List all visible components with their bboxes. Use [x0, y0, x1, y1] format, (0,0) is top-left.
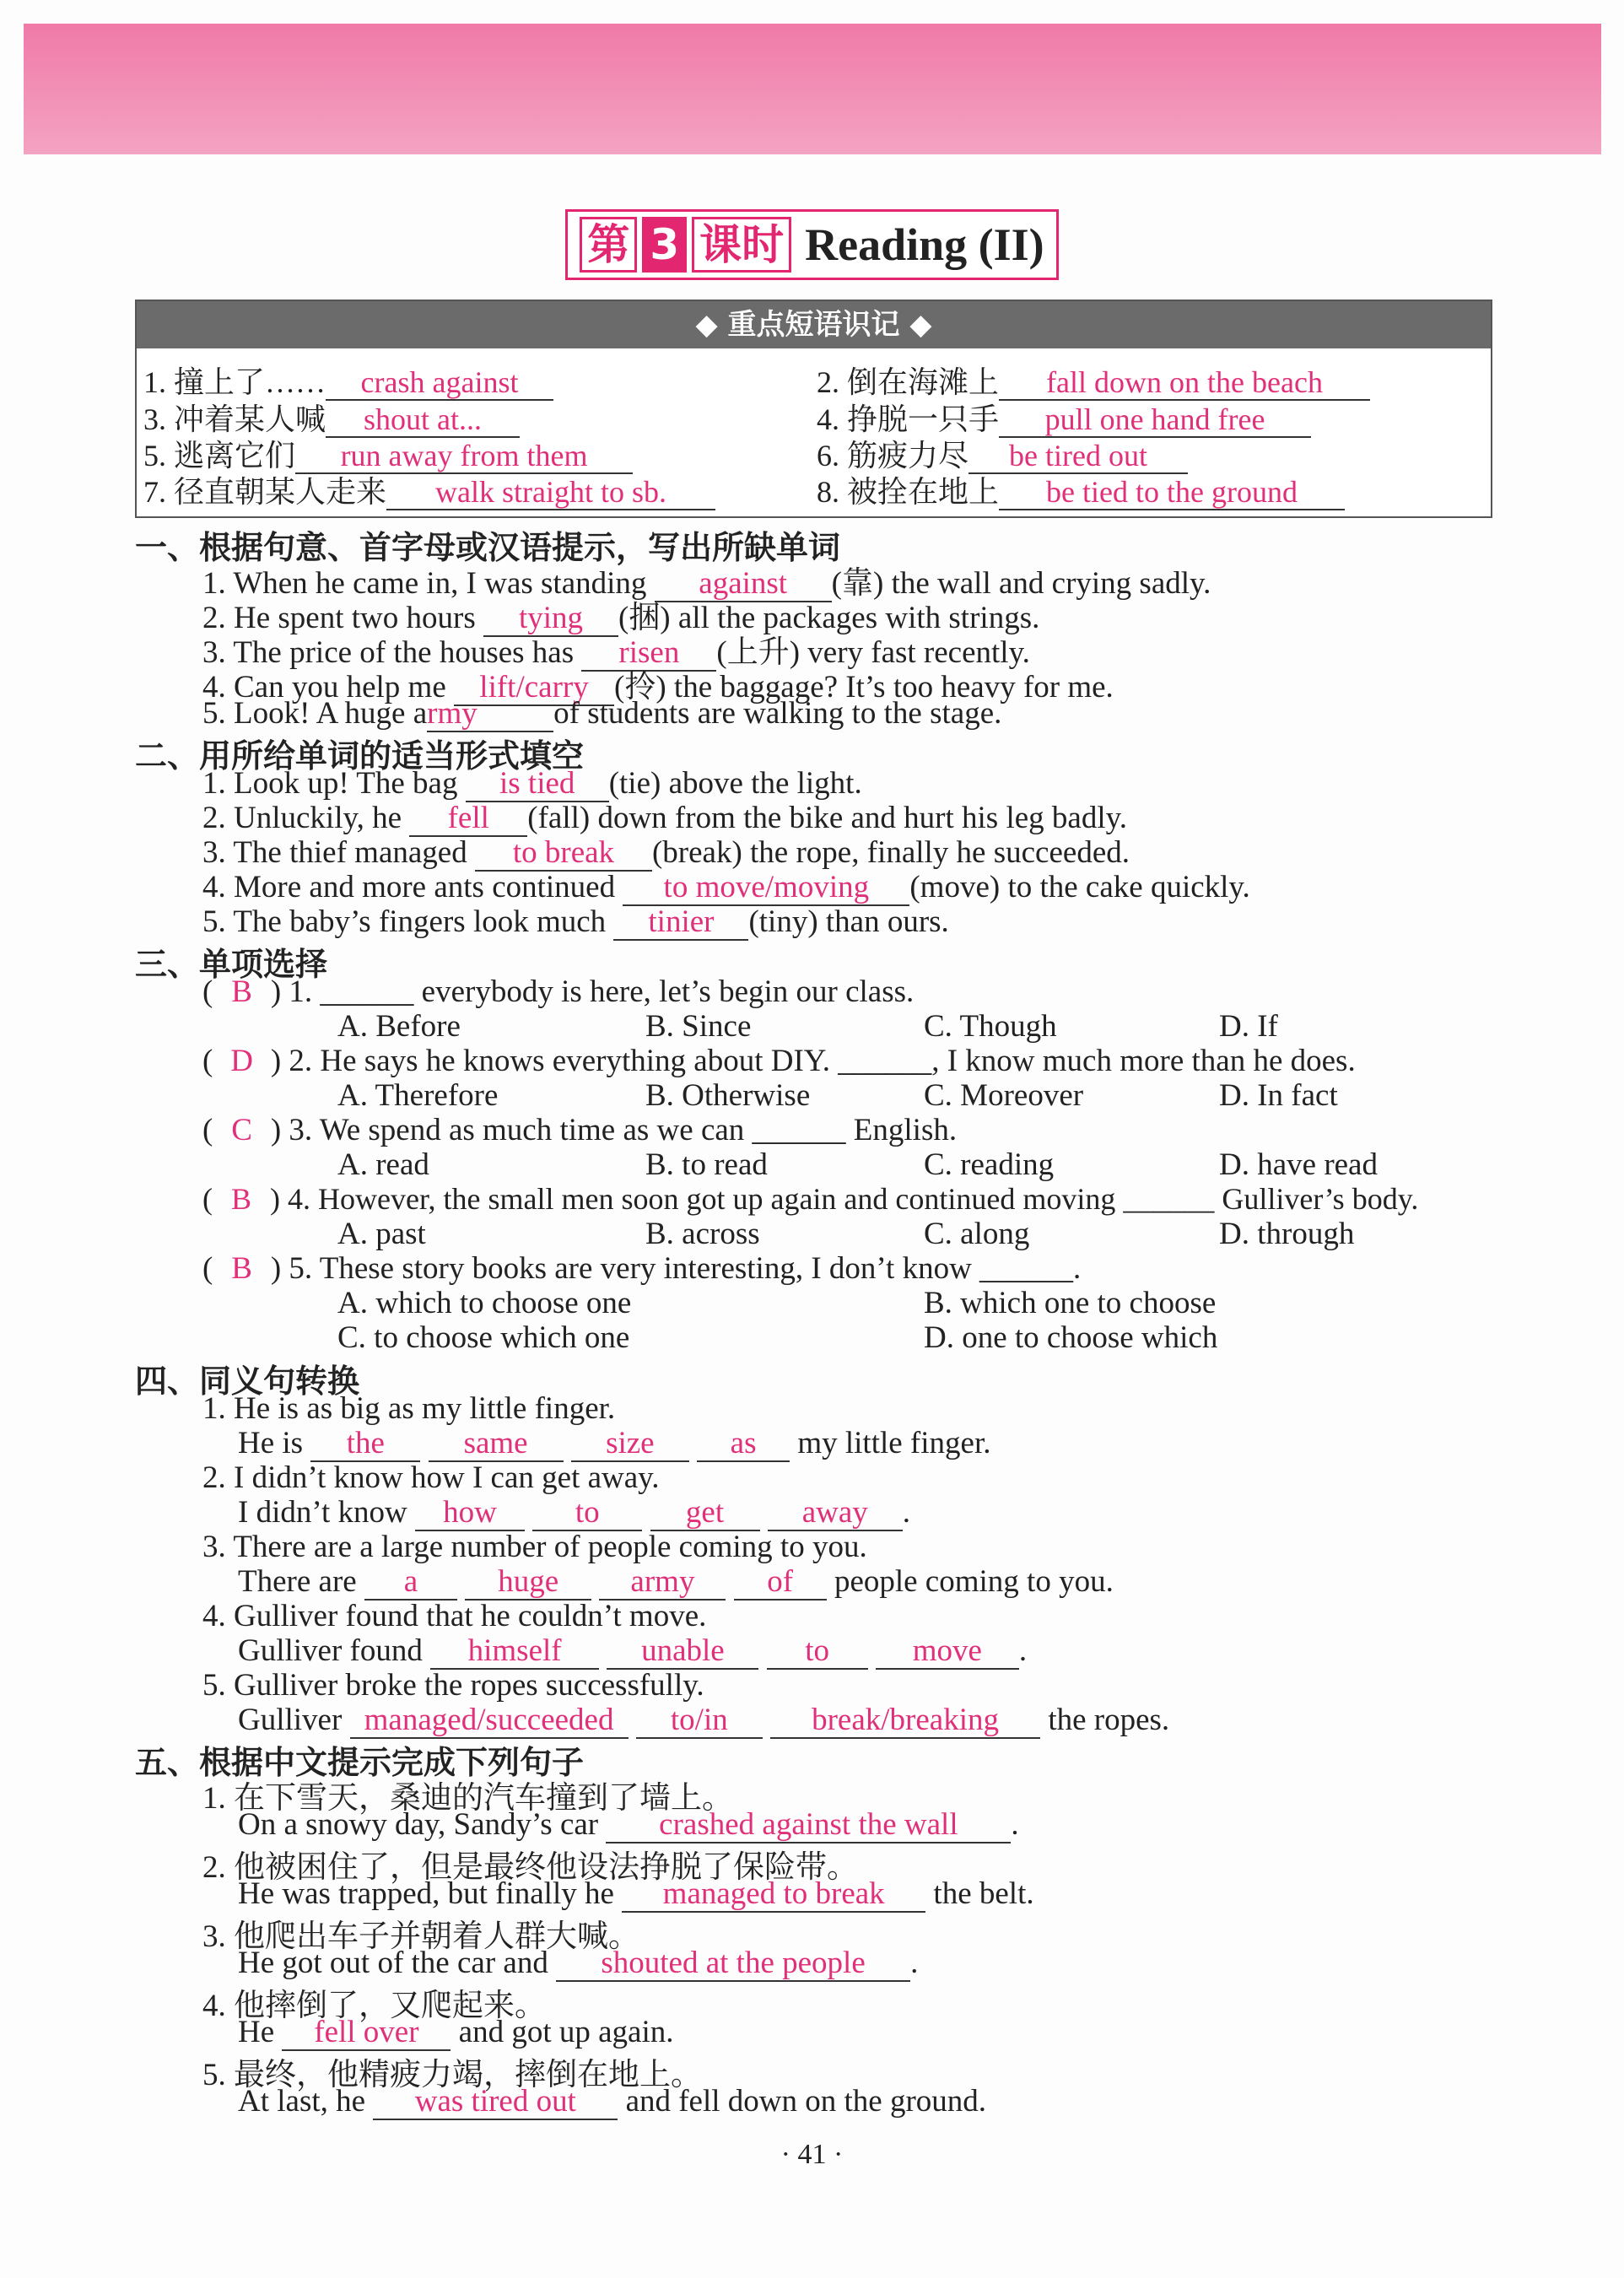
blank[interactable]: get — [650, 1497, 760, 1531]
page-number: · 41 · — [780, 2139, 844, 2170]
mc-answer[interactable]: B — [230, 1182, 251, 1216]
s4-rewrite: Gulliver managed/succeeded to/in break/breaking the ropes. — [238, 1703, 1170, 1737]
phrase-8: 8. 被拴在地上 be tied to the ground — [817, 468, 1345, 511]
blank[interactable]: crashed against the wall — [606, 1809, 1011, 1843]
header-band — [24, 24, 1601, 154]
mc-option[interactable]: D. one to choose which — [924, 1320, 1218, 1355]
s5-english: He fell over and got up again. — [238, 2015, 674, 2049]
mc-option[interactable]: B. Otherwise — [645, 1078, 811, 1113]
s5-chinese: 2. 他被困住了，但是最终他设法挣脱了保险带。 — [202, 1850, 858, 1885]
blank[interactable]: a — [364, 1566, 457, 1601]
s5-english: At last, he was tired out and fell down on the ground. — [238, 2084, 987, 2119]
mc-option[interactable]: B. across — [645, 1217, 760, 1251]
s4-rewrite: Gulliver found himself unable to move . — [238, 1633, 1028, 1668]
blank[interactable]: tinier — [613, 906, 748, 941]
mc-question: ( C ) 3. We spend as much time as we can ______ English. — [202, 1113, 958, 1147]
blank[interactable]: to move/moving — [623, 872, 909, 906]
phrase-answer[interactable]: be tired out — [968, 440, 1188, 474]
blank[interactable]: is tied — [466, 768, 609, 802]
s5-chinese: 1. 在下雪天，桑迪的汽车撞到了墙上。 — [202, 1781, 733, 1816]
section-3-heading: 三、单项选择 — [135, 946, 328, 983]
blank[interactable]: to — [767, 1635, 868, 1670]
s4-original: 4. Gulliver found that he couldn’t move. — [202, 1599, 707, 1633]
blank[interactable]: fell — [409, 802, 527, 837]
phrase-answer[interactable]: run away from them — [295, 440, 633, 474]
blank[interactable]: how — [415, 1497, 525, 1531]
title-lesson: 第 — [580, 217, 637, 273]
blank[interactable]: same — [429, 1428, 564, 1462]
mc-option[interactable]: D. have read — [1219, 1147, 1378, 1182]
s5-english: He got out of the car and shouted at the people . — [238, 1946, 919, 1980]
blank[interactable]: lift/carry — [454, 672, 614, 706]
title-num: 3 — [642, 217, 687, 273]
phrase-4: 4. 挣脱一只手 pull one hand free — [817, 396, 1311, 439]
blank[interactable]: to — [532, 1497, 642, 1531]
s5-english: On a snowy day, Sandy’s car crashed against the wall . — [238, 1807, 1019, 1842]
s5-chinese: 3. 他爬出车子并朝着人群大喊。 — [202, 1919, 639, 1954]
mc-option[interactable]: A. read — [337, 1147, 429, 1182]
s1-item: 2. He spent two hours tying (捆) all the packages with strings. — [202, 601, 1040, 635]
s4-rewrite: He is the same size as my little finger. — [238, 1426, 991, 1460]
mc-option[interactable]: A. Therefore — [337, 1078, 499, 1113]
blank[interactable]: the — [310, 1428, 420, 1462]
section-4-heading: 四、同义句转换 — [135, 1363, 360, 1400]
s4-original: 2. I didn’t know how I can get away. — [202, 1460, 660, 1495]
s4-rewrite: I didn’t know how to get away . — [238, 1495, 911, 1530]
blank[interactable]: size — [571, 1428, 689, 1462]
phrase-7: 7. 径直朝某人走来 walk straight to sb. — [143, 468, 715, 511]
blank[interactable]: as — [697, 1428, 790, 1462]
mc-option[interactable]: B. Since — [645, 1009, 752, 1044]
mc-option[interactable]: D. through — [1219, 1217, 1355, 1251]
s2-item: 5. The baby’s fingers look much tinier (tiny) than ours. — [202, 904, 949, 939]
phrase-3: 3. 冲着某人喊 shout at... — [143, 396, 520, 439]
s5-chinese: 4. 他摔倒了，又爬起来。 — [202, 1989, 546, 2023]
mc-option[interactable]: B. which one to choose — [924, 1286, 1217, 1320]
lesson-title — [0, 209, 1624, 280]
blank[interactable]: to/in — [636, 1704, 763, 1739]
mc-answer[interactable]: B — [231, 974, 252, 1009]
mc-question: ( D ) 2. He says he knows everything about DIY. ______, I know much more than he does. — [202, 1044, 1356, 1078]
phrase-answer[interactable]: crash against — [326, 367, 553, 401]
s1-item: 5. Look! A huge army of students are walking to the stage. — [202, 696, 1002, 731]
s4-rewrite: There are a huge army of people coming to you. — [238, 1564, 1114, 1599]
s2-item: 1. Look up! The bag is tied (tie) above the light. — [202, 766, 862, 801]
mc-option[interactable]: B. to read — [645, 1147, 768, 1182]
blank[interactable]: of — [734, 1566, 827, 1601]
s4-original: 3. There are a large number of people coming to you. — [202, 1530, 867, 1564]
mc-option[interactable]: D. In fact — [1219, 1078, 1338, 1113]
s2-item: 2. Unluckily, he fell (fall) down from the bike and hurt his leg badly. — [202, 801, 1127, 835]
phrase-answer[interactable]: be tied to the ground — [999, 477, 1345, 510]
mc-option[interactable]: C. reading — [924, 1147, 1055, 1182]
blank[interactable]: move — [876, 1635, 1019, 1670]
blank[interactable]: risen — [581, 637, 716, 672]
mc-option[interactable]: C. Moreover — [924, 1078, 1084, 1113]
blank[interactable]: away — [768, 1497, 903, 1531]
mc-option[interactable]: C. to choose which one — [337, 1320, 630, 1355]
mc-answer[interactable]: D — [230, 1044, 253, 1078]
s4-original: 1. He is as big as my little finger. — [202, 1391, 616, 1426]
phrase-6: 6. 筋疲力尽 be tired out — [817, 432, 1188, 475]
mc-option[interactable]: D. If — [1219, 1009, 1278, 1044]
mc-question: ( B ) 1. ______ everybody is here, let’s begin our class. — [202, 974, 915, 1009]
phrase-1: 1. 撞上了…… crash against — [143, 359, 553, 402]
blank[interactable]: huge — [465, 1566, 591, 1601]
phrase-answer[interactable]: fall down on the beach — [999, 367, 1370, 401]
s5-chinese: 5. 最终，他精疲力竭，摔倒在地上。 — [202, 2058, 702, 2092]
mc-answer[interactable]: C — [231, 1113, 252, 1147]
s1-item: 3. The price of the houses has risen (上升) very fast recently. — [202, 635, 1030, 670]
s2-item: 3. The thief managed to break (break) the rope, finally he succeeded. — [202, 835, 1130, 870]
blank[interactable]: managed/succeeded — [350, 1704, 629, 1739]
s5-english: He was trapped, but finally he managed to break the belt. — [238, 1876, 1034, 1911]
mc-option[interactable]: C. Though — [924, 1009, 1057, 1044]
section-2-heading: 二、用所给单词的适当形式填空 — [135, 737, 585, 775]
section-5-heading: 五、根据中文提示完成下列句子 — [135, 1744, 585, 1781]
mc-option[interactable]: A. Before — [337, 1009, 461, 1044]
title-unit: 课时 — [692, 217, 791, 273]
s1-item: 4. Can you help me lift/carry (拎) the baggage? It’s too heavy for me. — [202, 670, 1114, 704]
mc-option[interactable]: C. along — [924, 1217, 1030, 1251]
s2-item: 4. More and more ants continued to move/moving (move) to the cake quickly. — [202, 870, 1250, 904]
blank[interactable]: fell over — [282, 2016, 451, 2051]
phrase-answer[interactable]: walk straight to sb. — [386, 477, 715, 510]
blank[interactable]: shouted at the people — [556, 1947, 910, 1982]
blank[interactable]: army — [599, 1566, 726, 1601]
blank[interactable]: to break — [475, 837, 652, 872]
s1-item: 1. When he came in, I was standing against (靠) the wall and crying sadly. — [202, 566, 1211, 601]
title-en: Reading (II) — [805, 219, 1044, 270]
mc-answer[interactable]: B — [231, 1251, 252, 1286]
phrase-answer[interactable]: pull one hand free — [999, 404, 1311, 438]
mc-question: ( B ) 5. These story books are very interesting, I don’t know ______. — [202, 1251, 1082, 1286]
mc-option[interactable]: A. past — [337, 1217, 426, 1251]
blank[interactable]: unable — [607, 1635, 758, 1670]
s4-original: 5. Gulliver broke the ropes successfully. — [202, 1668, 704, 1703]
blank[interactable]: rmy — [427, 698, 553, 732]
blank[interactable]: was tired out — [373, 2086, 618, 2120]
blank[interactable]: against — [655, 568, 832, 602]
blank[interactable]: himself — [430, 1635, 599, 1670]
mc-option[interactable]: A. which to choose one — [337, 1286, 632, 1320]
phrase-2: 2. 倒在海滩上 fall down on the beach — [817, 359, 1370, 402]
mc-question: ( B ) 4. However, the small men soon got up again and continued moving ______ Gulliver’s body. — [202, 1182, 1419, 1216]
key-phrases-header: ◆ 重点短语识记 ◆ — [137, 301, 1491, 348]
phrase-answer[interactable]: shout at... — [326, 404, 520, 438]
section-1-heading: 一、根据句意、首字母或汉语提示，写出所缺单词 — [135, 529, 841, 566]
blank[interactable]: tying — [483, 602, 618, 637]
key-phrases-box — [135, 300, 1492, 518]
phrase-5: 5. 逃离它们 run away from them — [143, 432, 633, 475]
blank[interactable]: managed to break — [622, 1878, 925, 1913]
blank[interactable]: break/breaking — [770, 1704, 1040, 1739]
